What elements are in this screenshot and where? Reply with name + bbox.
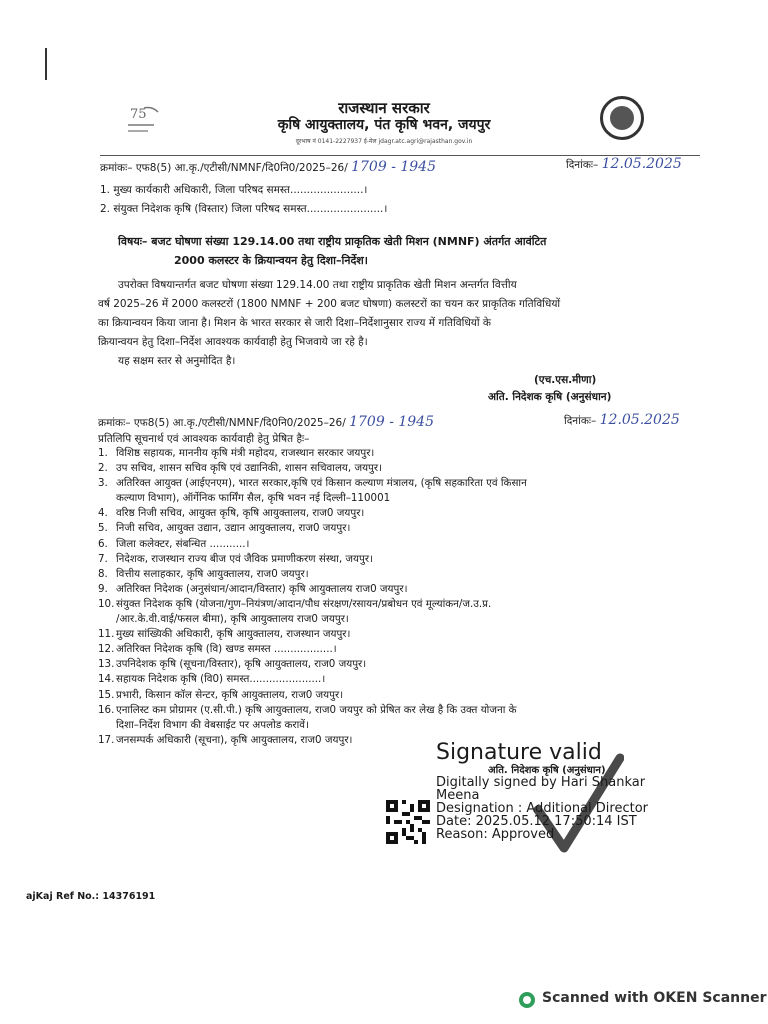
- copy-reference: [98, 414, 434, 430]
- signature-status: Signature valid: [436, 740, 602, 765]
- list-item: 14. सहायक निदेशक कृषि (वि0) समस्त......................।: [98, 673, 326, 686]
- list-item: दिशा–निर्देश विभाग की वेबसाईट पर अपलोड करावें।: [116, 718, 309, 731]
- list-item: 17. जनसम्पर्क अधिकारी (सूचना), कृषि आयुक्तालय, राज0 जयपुर।: [98, 733, 353, 746]
- list-item: 9. अतिरिक्त निदेशक (अनुसंधान/आदान/विस्तार) कृषि आयुक्तालय राज0 जयपुर।: [98, 582, 408, 595]
- header-office: कृषि आयुक्तालय, पंत कृषि भवन, जयपुर: [277, 117, 491, 133]
- list-item: कल्याण विभाग), ऑर्गेनिक फार्मिंग सैल, कृषि भवन नई दिल्ली–110001: [116, 492, 391, 505]
- qr-code: [386, 800, 430, 844]
- copy-date-label: दिनांकः–: [564, 415, 597, 427]
- list-item: 2. उप सचिव, शासन सचिव कृषि एवं उद्यानिकी, शासन सचिवालय, जयपुर।: [98, 462, 383, 475]
- list-item: 11. मुख्य सांख्यिकी अधिकारी, कृषि आयुक्तालय, राजस्थान जयपुर।: [98, 628, 351, 641]
- letter-date: [566, 156, 682, 172]
- copy-list: [98, 446, 658, 748]
- oken-scanner-logo-icon: [518, 991, 536, 1009]
- list-item: 12. अतिरिक्त निदेशक कृषि (वि) खण्ड समस्त ..................।: [98, 643, 337, 656]
- list-item: 16. एनालिस्ट कम प्रोग्रामर (ए.सी.पी.) कृषि आयुक्तालय, राज0 जयपुर को प्रेषित कर लेख है कि उक्त योजना के: [98, 703, 517, 716]
- ref-printed: क्रमांकः– एफ8(5) आ.कृ./एटीसी/NMNF/दि0नि0/2025–26/: [100, 162, 348, 174]
- scanner-watermark: Scanned with OKEN Scanner: [542, 990, 767, 1006]
- digital-signature: Signature valid अति. निदेशक कृषि (अनुसंधान) Digitally signed by Hari Shankar Meena Designation : Additional Director Date: 2025.05.12 17:50:14 IST Reason: Approved: [436, 740, 666, 841]
- subject-line-2: 2000 कलस्टर के क्रियान्वयन हेतु दिशा–निर्देश।: [174, 254, 368, 267]
- list-item: 7. निदेशक, राजस्थान राज्य बीज एवं जैविक प्रमाणीकरण संस्था, जयपुर।: [98, 552, 373, 565]
- margin-mark: [45, 48, 47, 80]
- copy-ref-handwritten: 1709 - 1945: [349, 414, 434, 430]
- copy-intro: प्रतिलिपि सूचनार्थ एवं आवश्यक कार्यवाही हेतु प्रेषित हैः–: [98, 433, 310, 445]
- copy-date: [564, 412, 680, 428]
- ajkaj-ref-number: ajKaj Ref No.: 14376191: [26, 891, 156, 902]
- list-item: 6. जिला कलेक्टर, संबन्धित ...........।: [98, 537, 250, 550]
- list-item: 13. उपनिदेशक कृषि (सूचना/विस्तार), कृषि आयुक्तालय, राज0 जयपुर।: [98, 658, 367, 671]
- list-item: 8. वित्तीय सलाहकार, कृषि आयुक्तालय, राज0 जयपुर।: [98, 567, 309, 580]
- copy-ref-printed: क्रमांकः– एफ8(5) आ.कृ./एटीसी/NMNF/दि0नि0/2025–26/: [98, 417, 346, 429]
- date-label: दिनांकः–: [566, 159, 599, 171]
- list-item: /आर.के.वी.वाई/फसल बीमा), कृषि आयुक्तालय राज0 जयपुर।: [116, 613, 349, 626]
- letter-reference: [100, 159, 436, 175]
- list-item: 3. अतिरिक्त आयुक्त (आईएनएम), भारत सरकार,कृषि एवं किसान कल्याण मंत्रालय, (कृषि सहकारिता एवं किसान: [98, 477, 527, 490]
- copy-date-handwritten: 12.05.2025: [599, 412, 680, 428]
- list-item: 5. निजी सचिव, आयुक्त उद्यान, उद्यान आयुक्तालय, राज0 जयपुर।: [98, 522, 351, 535]
- list-item: 4. वरिष्ठ निजी सचिव, आयुक्त कृषि, कृषि आयुक्तालय, राज0 जयपुर।: [98, 507, 365, 520]
- header-contact: दूरभाष नं 0141-2227937 ई-मेल jdagr.atc.agri@rajasthan.gov.in: [295, 138, 473, 145]
- letter-body: उपरोक्त विषयान्तर्गत बजट घोषणा संख्या 129.14.00 तथा राष्ट्रीय प्राकृतिक खेती मिशन अन्तर्गत वित्तीय वर्ष 2025–26 में 2000 कलस्टरों (1800 NMNF + 200 बजट घोषणा) कलस्टरों का चयन कर प्राकृतिक गतिविधियों का क्रियान्वयन किया जाना है। मिशन के भारत सरकार से जारी दिशा–निर्देशानुसार राज्य में गतिविधियों के क्रियान्वयन हेतु दिशा–निर्देश आवश्यक कार्यवाही हेतु भिजवाये जा रहे है। यह सक्षम स्तर से अनुमोदित है।: [98, 279, 561, 367]
- svg-text:75: 75: [130, 107, 147, 122]
- list-item: 10. संयुक्त निदेशक कृषि (योजना/गुण–नियंत्रण/आदान/पौध संरक्षण/रसायन/प्रबोधन एवं मूल्यांकन/ज.उ.प्र.: [98, 597, 492, 610]
- recipient-2: 2. संयुक्त निदेशक कृषि (विस्तार) जिला परिषद समस्त.......................।: [100, 203, 388, 215]
- recipient-1: 1. मुख्य कार्यकारी अधिकारी, जिला परिषद समस्त......................।: [100, 184, 368, 196]
- signature-stamp-title: अति. निदेशक कृषि (अनुसंधान): [488, 765, 606, 776]
- ref-handwritten: 1709 - 1945: [351, 159, 436, 175]
- subject-line-1: विषयः– बजट घोषणा संख्या 129.14.00 तथा राष्ट्रीय प्राकृतिक खेती मिशन (NMNF) अंतर्गत आवंटित: [118, 235, 547, 248]
- list-item: 15. प्रभारी, किसान कॉल सेन्टर, कृषि आयुक्तालय, राज0 जयपुर।: [98, 688, 344, 701]
- signer-title: अति. निदेशक कृषि (अनुसंधान): [488, 391, 612, 403]
- signer-name: (एच.एस.मीणा): [534, 374, 597, 386]
- list-item: 1. विशिष्ठ सहायक, माननीय कृषि मंत्री महोदय, राजस्थान सरकार जयपुर।: [98, 447, 375, 459]
- header-government: राजस्थान सरकार: [338, 99, 430, 117]
- date-handwritten: 12.05.2025: [601, 156, 682, 172]
